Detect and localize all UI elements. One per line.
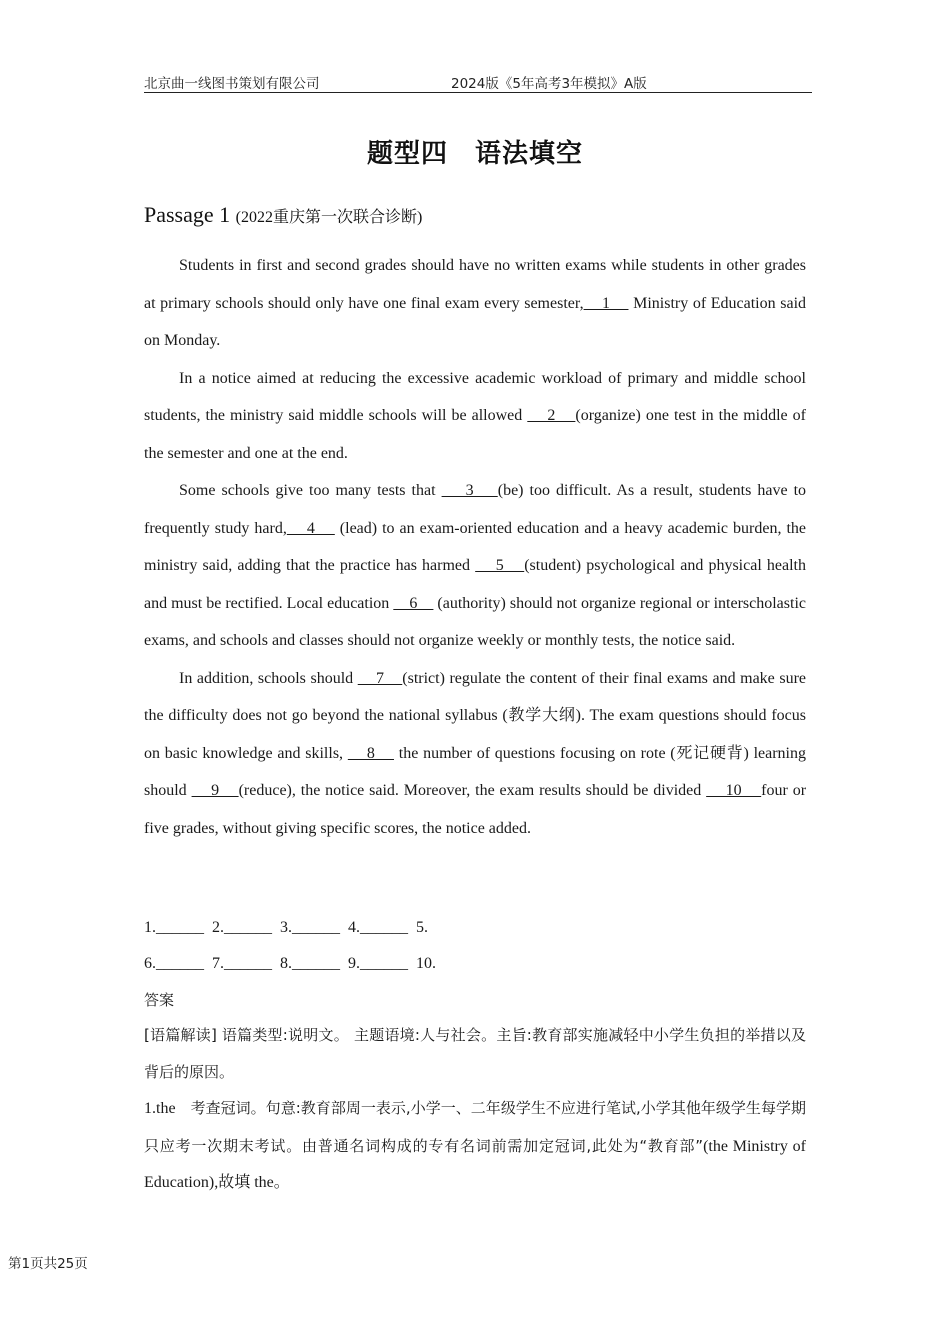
blank-1: 1 (583, 294, 629, 312)
text: Students in first and second grades should have no written exams while students in other grades at primary schools should only have one final exam every semester, (144, 257, 806, 312)
answer-label: 答案 (144, 991, 175, 1009)
passage-body (144, 247, 806, 847)
passage-heading (144, 202, 422, 228)
book-edition: 2024版《5年高考3年模拟》A版 (451, 76, 647, 92)
blank-3: 3 (441, 482, 498, 499)
blank-5: 5 (475, 557, 525, 574)
answer-row-2: 6.______ 7.______ 8.______ 9.______ 10. (144, 955, 436, 972)
text: (student) psychological and physical health and must be rectified. Local education (144, 557, 806, 612)
text: (strict) regulate the content of their final exams and make sure the difficulty does not go beyond the national syllabus (教学大纲). The exam questions should focus on basic knowledge and skills, (144, 669, 807, 762)
paragraph-2 (144, 360, 806, 473)
page-number: 第1页共25页 (8, 1256, 88, 1272)
blank-6: 6 (393, 594, 434, 612)
page-header (144, 72, 812, 93)
paragraph-3 (144, 472, 806, 660)
answer-1: 1.the (144, 1100, 176, 1117)
reading-analysis: [语篇解读] 语篇类型:说明文。 主题语境:人与社会。主旨:教育部实施减轻中小学生负担的举措以及背后的原因。 (144, 1026, 806, 1081)
answer-1-quote: “教育部” (639, 1136, 704, 1155)
blank-9: 9 (191, 782, 239, 799)
text: In addition, schools should (179, 669, 358, 687)
text: (lead) to an exam-oriented education and a heavy academic burden, the ministry said, adding that the practice has harmed (144, 519, 806, 574)
blank-8: 8 (347, 744, 394, 762)
text: Some schools give too many tests that (179, 482, 442, 499)
text: (reduce), the notice said. Moreover, the exam results should be divided (238, 782, 707, 799)
blank-4: 4 (286, 519, 335, 537)
answer-1-explanation (144, 1090, 806, 1202)
answer-row-1: 1.______ 2.______ 3.______ 4.______ 5. (144, 919, 428, 936)
text: four or five grades, without giving specific scores, the notice added. (144, 782, 807, 837)
text: (authority) should not organize regional or interscholastic exams, and schools and classes should not organize weekly or monthly tests, the notice said. (144, 594, 807, 649)
paragraph-4 (144, 660, 806, 848)
text: (organize) one test in the middle of the semester and one at the end. (144, 407, 807, 462)
text: (be) too difficult. As a result, students have to frequently study hard, (144, 482, 807, 537)
explanation (144, 1017, 806, 1202)
passage-title: Passage 1 (144, 202, 231, 227)
answer-1-tail: (the Ministry of Education),故填 the。 (144, 1137, 806, 1191)
section-title: 题型四 语法填空 (366, 139, 583, 169)
blank-10: 10 (706, 782, 762, 799)
paragraph-1 (144, 247, 806, 360)
text: Ministry of Education said on Monday. (144, 294, 807, 349)
publisher-name: 北京曲一线图书策划有限公司 (144, 76, 320, 92)
text: In a notice aimed at reducing the excessive academic workload of primary and middle school students, the ministry said middle schools will be allowed (144, 369, 806, 424)
passage-source: (2022重庆第一次联合诊断) (235, 209, 423, 226)
answer-sheet (144, 910, 806, 1018)
blank-7: 7 (357, 669, 403, 687)
blank-2: 2 (527, 407, 576, 424)
answer-1-text: 考查冠词。句意:教育部周一表示,小学一、二年级学生不应进行笔试,小学其他年级学生每学期只应考一次期末考试。由普通名词构成的专有名词前需加定冠词,此处为 (144, 1099, 806, 1155)
text: the number of questions focusing on rote (死记硬背) learning should (144, 744, 807, 799)
